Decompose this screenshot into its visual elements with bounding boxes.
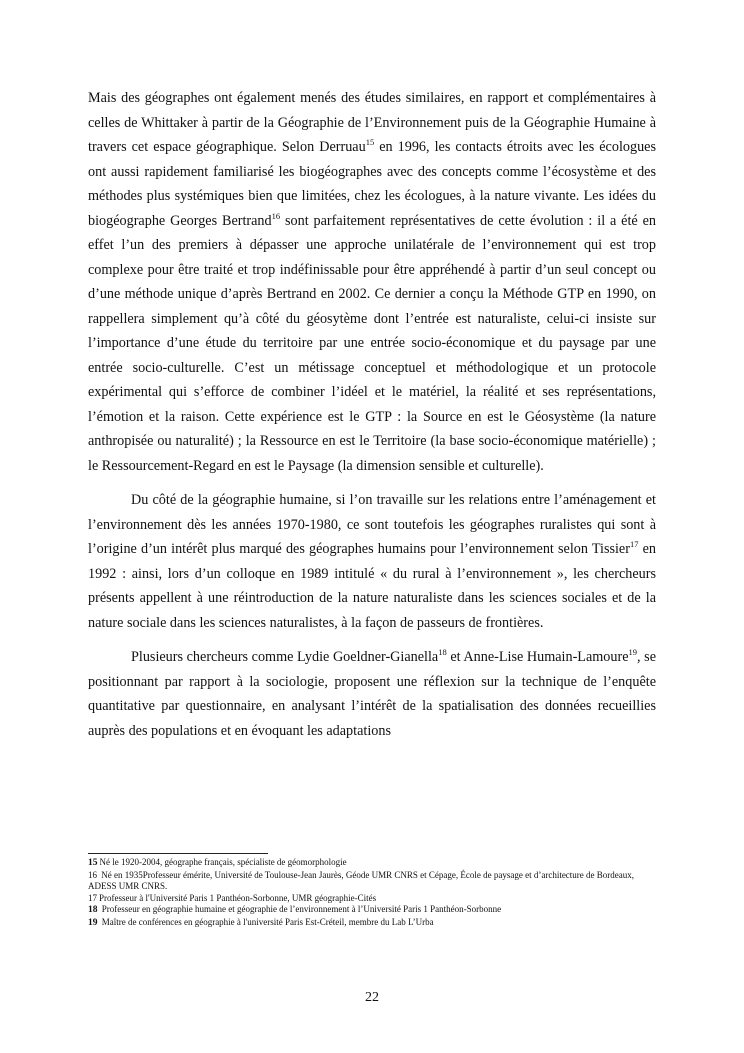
footnote-ref-15[interactable]: 15	[365, 137, 375, 147]
footnote-number: 16	[88, 869, 97, 880]
footnote-number: 17	[88, 892, 97, 903]
footnote-text: Maître de conférences en géographie à l'université Paris Est-Créteil, membre du Lab L’Urba	[101, 916, 434, 927]
text-run: sont parfaitement représentatives de cette évolution : il a été en effet l’un des premiers à dépasser une approche unilatérale de l’environnement qui est trop complexe pour être traité et trop indéfinissable pour être appréhendé à partir d’un seul concept ou d’une méthode unique d’après Bertrand en 2002. Ce dernier a conçu la Méthode GTP en 1990, on rappellera simplement qu’à côté du géosytème dont l’entrée est naturaliste, celui-ci insiste sur l’importance d’une étude du territoire par une entrée socio-économique et du paysage par une entrée socio-culturelle. C’est un métissage conceptuel et méthodologique et un protocole expérimental qui s’efforce de combiner l’idéel et le matériel, la réalité et ses représentations, l’émotion et la raison. Cette expérience est le GTP : la Source en est le Géosystème (la nature anthropisée ou naturalité) ; la Ressource en est le Territoire (la base socio-économique matérielle) ; le Ressourcement-Regard en est le Paysage (la dimension sensible et culturelle).	[88, 212, 656, 474]
text-run: en 1996, les contacts étroits avec les écologues ont aussi rapidement familiarisé les biogéographes avec des concepts comme l’écosystème et des méthodes plus systémiques bien que limitées, chez les écologues, à la nature vivante. Les idées du biogéographe Georges Bertrand	[88, 139, 656, 229]
footnote-15	[88, 857, 660, 870]
page-body	[88, 86, 656, 743]
text-run: Plusieurs chercheurs comme Lydie Goeldner-Gianella	[131, 649, 439, 665]
page-number: 22	[365, 990, 379, 1005]
footnote-ref-19[interactable]: 19	[628, 647, 638, 657]
footnote-17	[88, 893, 660, 905]
footnote-text: Né en 1935Professeur émérite, Université de Toulouse-Jean Jaurès, Géode UMR CNRS et Cépage, École de paysage et d’architecture de Bordeaux, ADESS UMR CNRS.	[88, 869, 635, 892]
text-run: en 1992 : ainsi, lors d’un colloque en 1989 intitulé « du rural à l’environnement », les chercheurs présents appellent à une réintroduction de la nature naturaliste dans les sciences sociales et de la nature sociale dans les sciences naturalistes, à la façon de passeurs de frontières.	[88, 541, 656, 631]
paragraph-3	[88, 645, 656, 743]
footnote-number: 15	[88, 858, 98, 868]
footnote-16	[88, 870, 660, 893]
footnote-separator	[88, 853, 268, 854]
footnote-ref-17[interactable]: 17	[629, 539, 639, 549]
footnote-text: Né le 1920-2004, géographe français, spécialiste de géomorphologie	[99, 857, 347, 867]
text-run: Du côté de la géographie humaine, si l’on travaille sur les relations entre l’aménagement et l’environnement dès les années 1970-1980, ce sont toutefois les géographes ruralistes qui sont à l’origine d’un intérêt plus marqué des géographes humains pour l’environnement selon Tissier	[88, 492, 656, 557]
footnote-text: Professeur à l'Université Paris 1 Panthéon-Sorbonne, UMR géographie-Cités	[99, 892, 377, 903]
footnote-text: Professeur en géographie humaine et géographie de l’environnement à l’Université Paris 1 Panthéon-Sorbonne	[101, 904, 502, 915]
paragraph-2	[88, 488, 656, 635]
footnote-18	[88, 904, 660, 917]
footnotes	[88, 857, 660, 930]
paragraph-1	[88, 86, 656, 478]
footnote-ref-18[interactable]: 18	[438, 647, 447, 657]
text-run: et Anne-Lise Humain-Lamoure	[446, 649, 629, 665]
text-run: Mais des géographes ont également menés des études similaires, en rapport et complémentaires à celles de Whittaker à partir de la Géographie de l’Environnement puis de la Géographie Humaine à travers cet espace géographique. Selon Derruau	[88, 90, 656, 155]
footnote-number: 18	[88, 905, 98, 916]
text-run: , se positionnant par rapport à la sociologie, proposent une réflexion sur la technique de l’enquête quantitative par questionnaire, en analysant l’intérêt de la spatialisation des données recueillies auprès des populations et en évoquant les adaptations	[88, 649, 656, 739]
footnote-ref-16[interactable]: 16	[271, 210, 281, 221]
footnote-number: 19	[88, 917, 98, 928]
footnote-19	[88, 917, 660, 930]
